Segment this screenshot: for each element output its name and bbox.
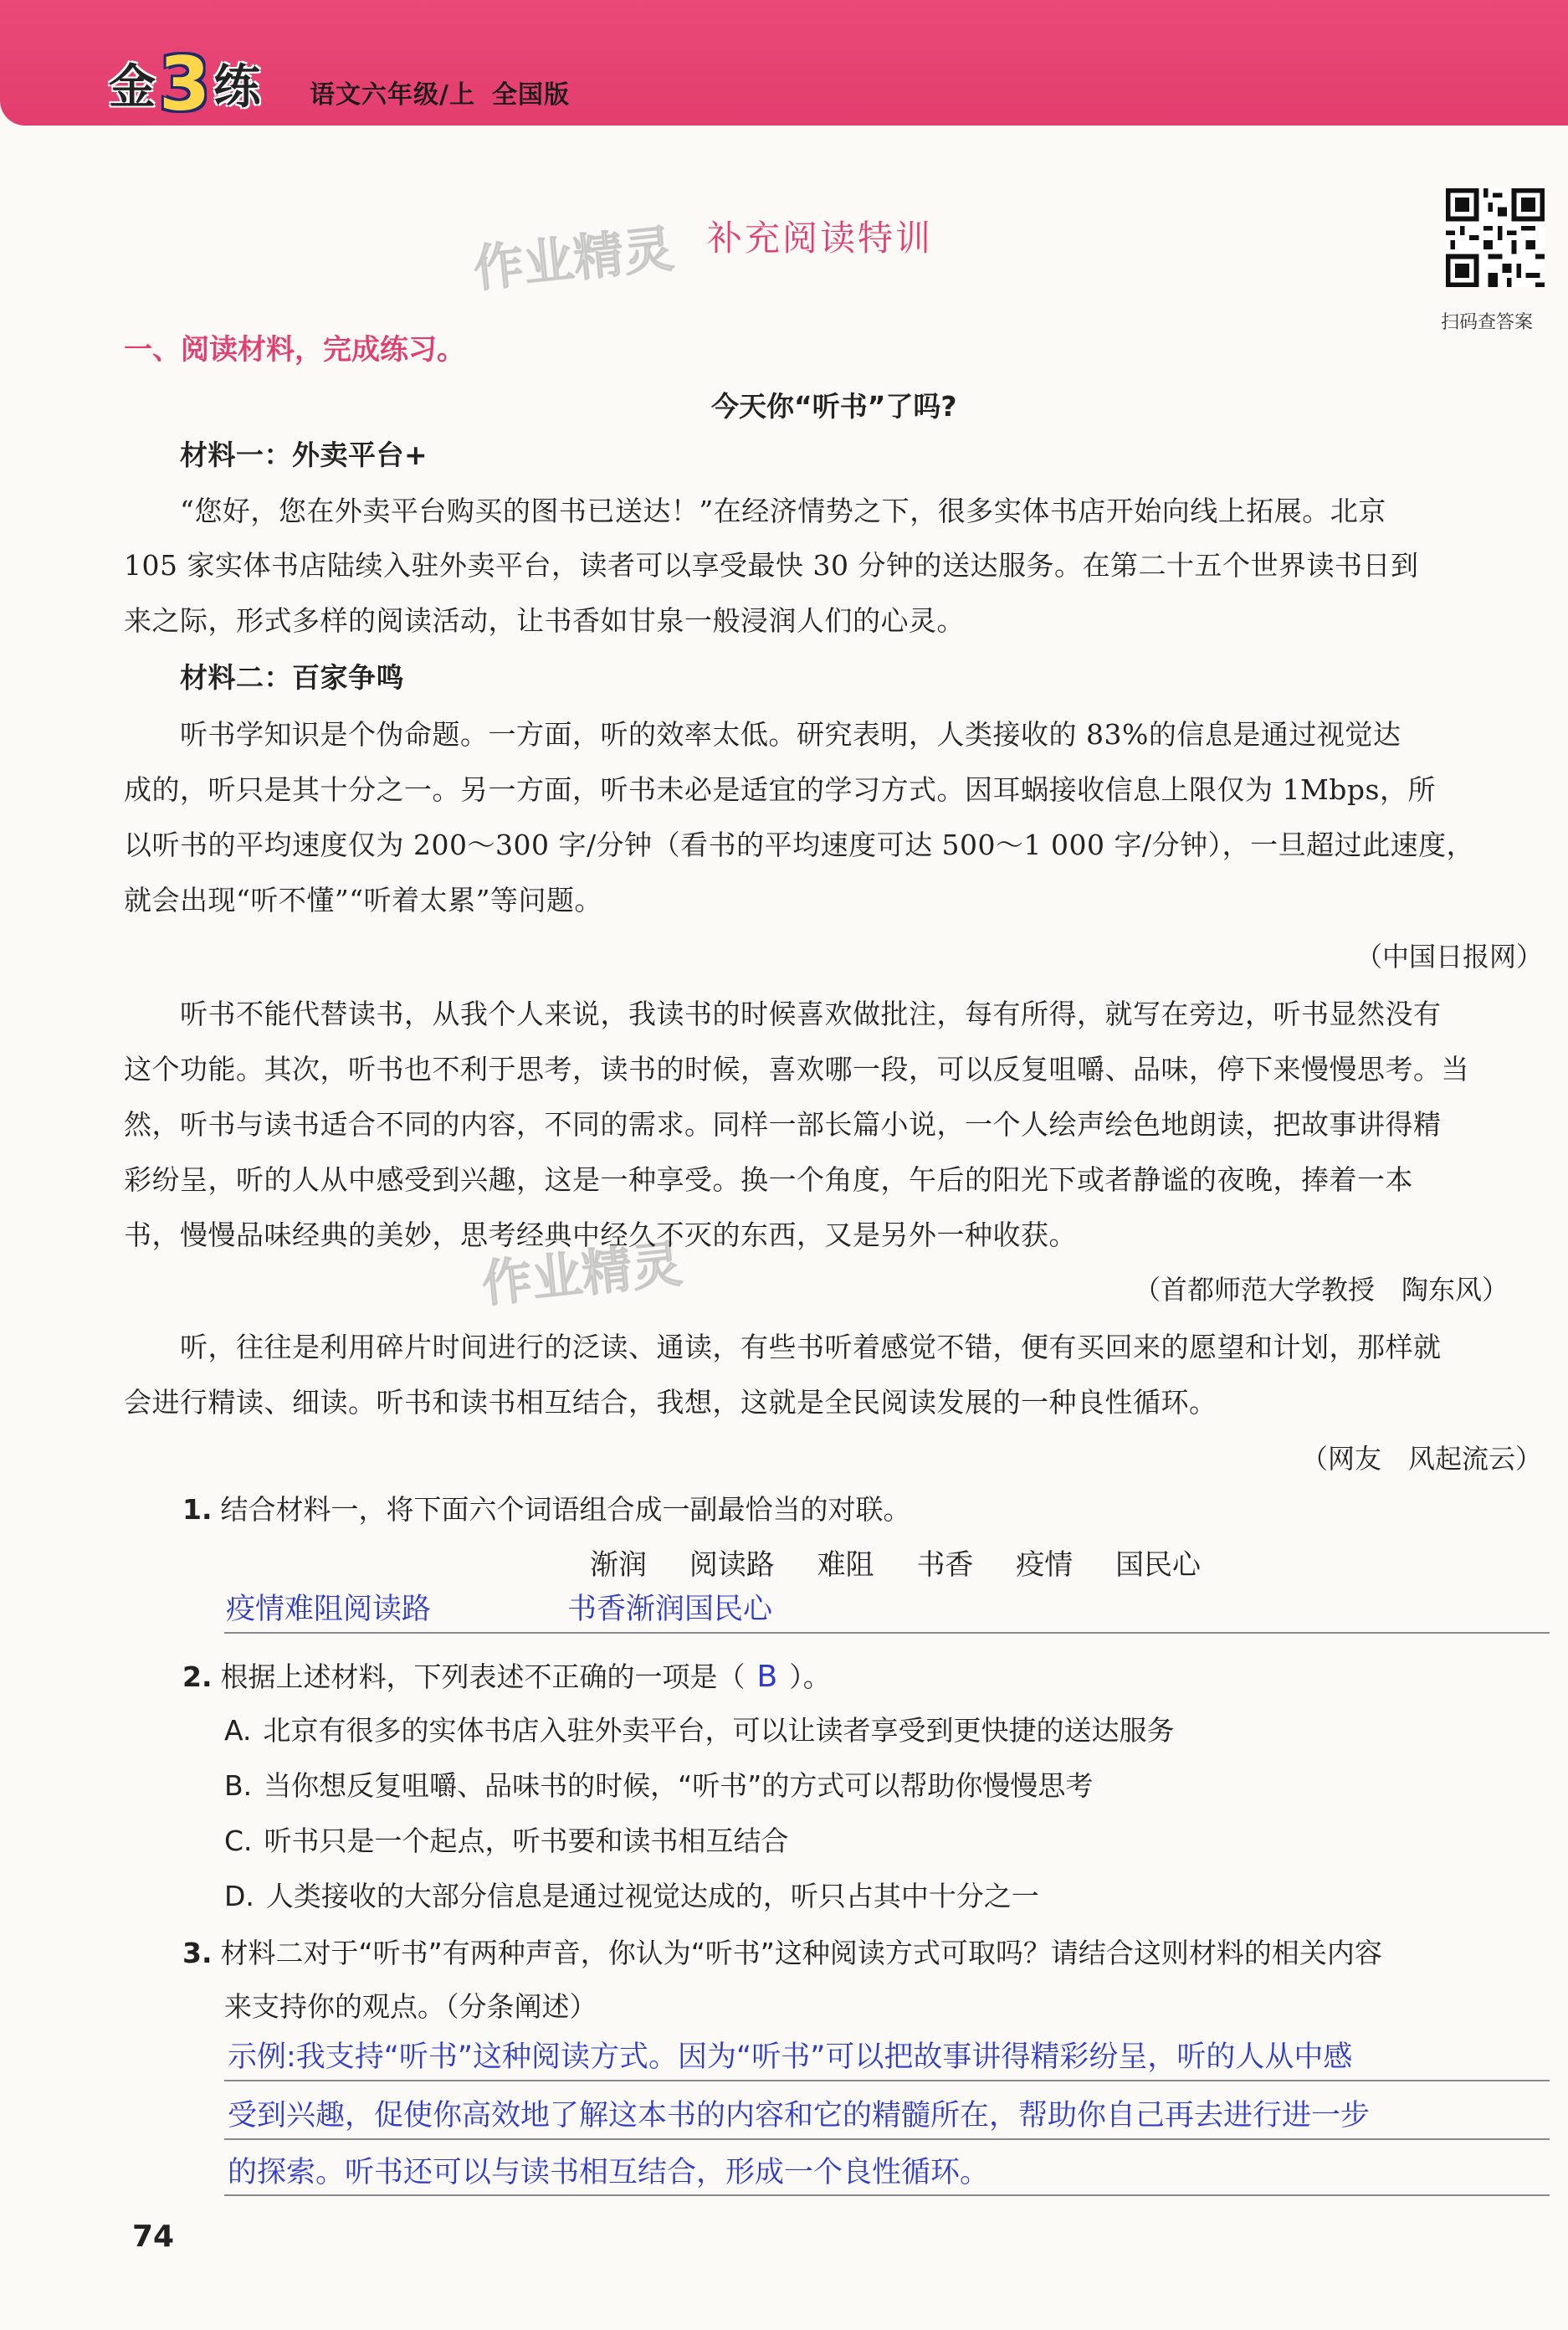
watermark-top: 作业精灵: [470, 219, 677, 300]
article-title: 今天你“听书”了吗?: [711, 390, 957, 423]
qr-caption: 扫码查答案: [1441, 312, 1534, 333]
answer-line: [224, 1632, 1550, 1634]
answer-choice[interactable]: B: [756, 1660, 778, 1694]
answer-line-text[interactable]: 示例:我支持“听书”这种阅读方式。因为“听书”可以把故事讲得精彩纷呈，听的人从中感: [228, 2040, 1353, 2074]
material1-line: “您好，您在外卖平台购买的图书已送达！”在经济情势之下，很多实体书店开始向线上拓展。北京: [180, 495, 1386, 527]
word-list: [590, 1542, 1234, 1583]
material2-line: 听，往往是利用碎片时间进行的泛读、通读，有些书听着感觉不错，便有买回来的愿望和计划，那样就: [180, 1331, 1442, 1363]
answer-line: [224, 2138, 1550, 2140]
edition-label: 全国版: [491, 80, 570, 110]
answer-couplet-left[interactable]: 疫情难阻阅读路: [226, 1593, 432, 1626]
source-professor: （首都师范大学教授 陶东风）: [1134, 1274, 1509, 1306]
answer-couplet-right[interactable]: 书香渐润国民心: [567, 1593, 773, 1626]
word-item: 国民心: [1115, 1548, 1202, 1582]
question-number: 1.: [182, 1493, 213, 1526]
material1-line: 105 家实体书店陆续入驻外卖平台，读者可以享受最快 30 分钟的送达服务。在第二十五个世界读书日到: [124, 549, 1419, 582]
option-c[interactable]: [224, 1819, 789, 1859]
option-letter: B.: [224, 1769, 253, 1802]
source-netizen: （网友 风起流云）: [1301, 1443, 1543, 1475]
material2-line: 就会出现“听不懂”“听着太累”等问题。: [124, 884, 602, 916]
source-china-daily: （中国日报网）: [1355, 941, 1544, 973]
answer-line: [224, 2194, 1550, 2196]
material2-line: 以听书的平均速度仅为 200～300 字/分钟（看书的平均速度可达 500～1 000 字/分钟），一旦超过此速度，: [124, 829, 1475, 861]
question-text: 结合材料一，将下面六个词语组合成一副最恰当的对联。: [220, 1493, 911, 1526]
word-item: 渐润: [590, 1548, 647, 1582]
option-text: 北京有很多的实体书店入驻外卖平台，可以让读者享受到更快捷的送达服务: [263, 1714, 1175, 1747]
option-letter: D.: [224, 1880, 254, 1912]
option-text: 当你想反复咀嚼、品味书的时候，“听书”的方式可以帮助你慢慢思考: [264, 1769, 1094, 1802]
question-number: 3.: [182, 1937, 213, 1969]
option-text: 听书只是一个起点，听书要和读书相互结合: [264, 1824, 789, 1857]
answer-line: [224, 2080, 1550, 2081]
word-item: 疫情: [1016, 1548, 1074, 1582]
section-title: 补充阅读特训: [707, 218, 934, 259]
brand-gold: 金: [109, 60, 156, 115]
question-2: [182, 1655, 831, 1695]
material2-line: 然，听书与读书适合不同的内容，不同的需求。同样一部长篇小说，一个人绘声绘色地朗读，把故事讲得精: [124, 1108, 1442, 1141]
brand-three: 3: [159, 40, 211, 127]
part-title: 一、阅读材料，完成练习。: [124, 333, 465, 367]
word-item: 阅读路: [689, 1548, 775, 1582]
brand-logo: [109, 40, 261, 127]
material2-line: 会进行精读、细读。听书和读书相互结合，我想，这就是全民阅读发展的一种良性循环。: [124, 1386, 1217, 1419]
subject-label: 语文六年级/上: [310, 80, 475, 110]
option-letter: A.: [224, 1714, 252, 1747]
answer-line-text[interactable]: 的探索。听书还可以与读书相互结合，形成一个良性循环。: [228, 2156, 990, 2189]
option-b[interactable]: [224, 1764, 1093, 1804]
material2-line: 这个功能。其次，听书也不利于思考，读书的时候，喜欢哪一段，可以反复咀嚼、品味，停下来慢慢思考。当: [124, 1053, 1469, 1085]
material2-line: 成的，听只是其十分之一。另一方面，听书未必是适宜的学习方式。因耳蜗接收信息上限仅为 1Mbps，所: [124, 773, 1436, 806]
question-text-end: ）。: [789, 1660, 831, 1693]
material2-line: 听书不能代替读书，从我个人来说，我读书的时候喜欢做批注，每有所得，就写在旁边，听书显然没有: [180, 998, 1442, 1030]
option-letter: C.: [224, 1824, 253, 1857]
material2-line: 彩纷呈，听的人从中感受到兴趣，这是一种享受。换一个角度，午后的阳光下或者静谧的夜晚，捧着一本: [124, 1163, 1413, 1196]
option-text: 人类接收的大部分信息是通过视觉达成的，听只占其中十分之一: [265, 1880, 1039, 1912]
question-number: 2.: [182, 1660, 213, 1693]
material2-line: 书，慢慢品味经典的美妙，思考经典中经久不灭的东西，又是另外一种收获。: [124, 1219, 1077, 1251]
question-3: [182, 1932, 1382, 1971]
question-text: 材料二对于“听书”有两种声音，你认为“听书”这种阅读方式可取吗？请结合这则材料的相关内容: [220, 1937, 1382, 1969]
material1-line: 来之际，形式多样的阅读活动，让书香如甘泉一般浸润人们的心灵。: [124, 604, 965, 637]
page-number: 74: [132, 2220, 175, 2254]
header-subtitle: [310, 74, 570, 110]
brand-lian: 练: [213, 60, 261, 115]
word-item: 难阻: [817, 1548, 874, 1582]
word-item: 书香: [916, 1548, 974, 1582]
material2-label: 材料二：百家争鸣: [180, 661, 404, 694]
question-3-line2: 来支持你的观点。（分条阐述）: [224, 1990, 597, 2023]
material2-line: 听书学知识是个伪命题。一方面，听的效率太低。研究表明，人类接收的 83%的信息是通过视觉达: [180, 718, 1401, 751]
option-d[interactable]: [224, 1875, 1039, 1914]
option-a[interactable]: [224, 1709, 1174, 1748]
watermark-middle: 作业精灵: [479, 1234, 685, 1315]
material1-label: 材料一：外卖平台+: [180, 439, 428, 471]
qr-code-icon[interactable]: [1446, 188, 1545, 287]
question-text: 根据上述材料，下列表述不正确的一项是（: [220, 1660, 746, 1693]
answer-line-text[interactable]: 受到兴趣，促使你高效地了解这本书的内容和它的精髓所在，帮助你自己再去进行进一步: [228, 2099, 1371, 2132]
question-1: [182, 1488, 911, 1527]
